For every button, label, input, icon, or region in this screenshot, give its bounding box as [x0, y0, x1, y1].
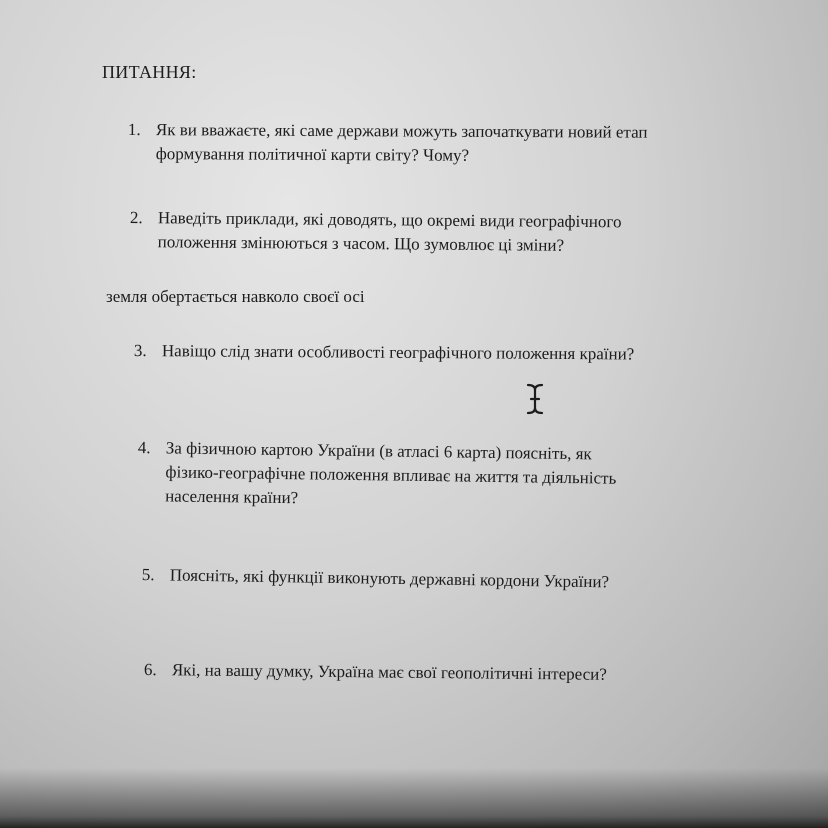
question-text: [170, 563, 610, 594]
question-number: 2.: [129, 207, 143, 228]
question-text: [165, 436, 617, 514]
question-text: [158, 206, 622, 258]
question-line: Наведіть приклади, які доводять, що окремі види географічного: [157, 208, 622, 232]
question-line: фізико-географічне положення впливає на життя та діяльність: [165, 462, 617, 488]
question-line: Які, на вашу думку, Україна має свої геополітичні інтереси?: [171, 660, 607, 684]
question-line: положення змінюються з часом. Що зумовлює ці зміни?: [157, 232, 565, 255]
question-number: 3.: [133, 340, 147, 361]
text-cursor-icon: [524, 382, 546, 416]
question-line: За фізичною картою України (в атласі 6 карта) поясніть, як: [165, 438, 592, 464]
question-number: 1.: [127, 119, 141, 140]
answer-note[interactable]: земля обертається навколо своєї осі: [106, 287, 365, 306]
question-line: населення країни?: [165, 486, 299, 508]
question-line: Як ви вважаєте, які саме держави можуть започаткувати новий етап: [155, 120, 648, 142]
question-line: формування політичної карти світу? Чому?: [155, 144, 470, 165]
question-number: 6.: [143, 659, 157, 680]
question-number: 4.: [137, 437, 151, 458]
question-line: Навіщо слід знати особливості географічного положення країни?: [161, 341, 635, 364]
question-text: [156, 118, 648, 169]
question-text: [172, 658, 607, 687]
question-line: Поясніть, які функції виконують державні кордони України?: [169, 565, 610, 592]
page-heading: ПИТАННЯ:: [102, 62, 197, 82]
question-text: [162, 339, 635, 366]
question-number: 5.: [141, 564, 155, 585]
